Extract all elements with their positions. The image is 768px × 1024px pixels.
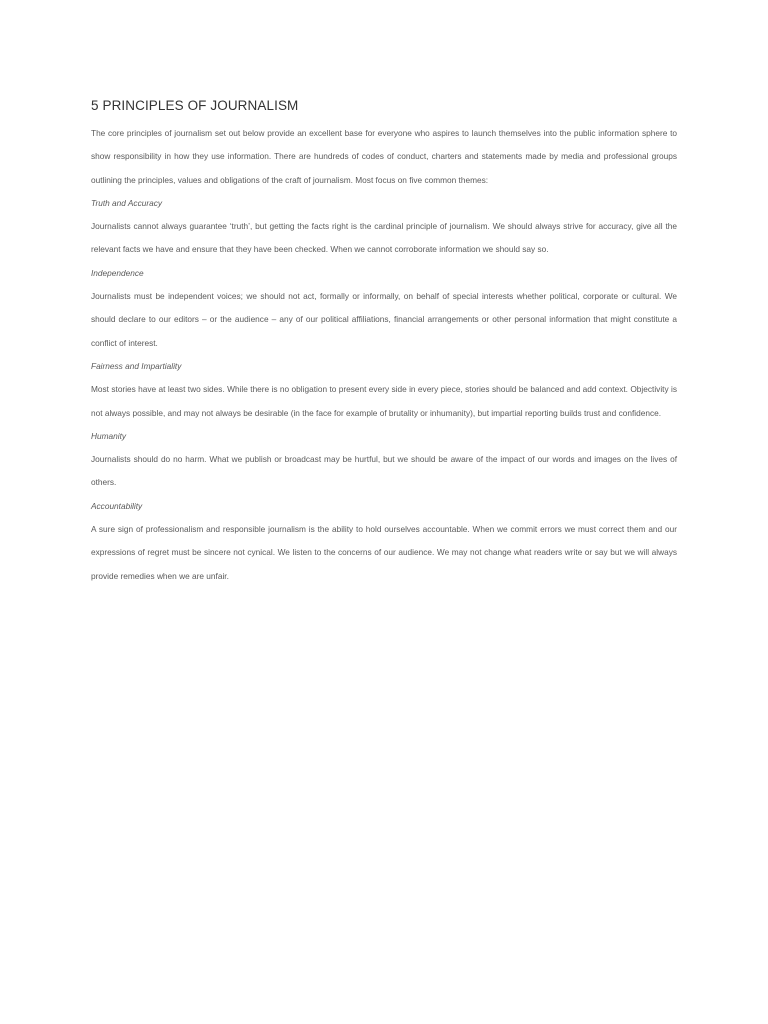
section-body: Journalists must be independent voices; we should not act, formally or informally, on behalf of special interests whether political, corporate or cultural. We should declare to our editors – or the audience – any of our political affiliations, financial arrangements or other personal information that might constitute a conflict of interest.: [91, 291, 677, 348]
section-heading: Fairness and Impartiality: [91, 360, 182, 371]
section-heading: Independence: [91, 267, 144, 278]
section-heading: Truth and Accuracy: [91, 197, 163, 208]
section-body: A sure sign of professionalism and responsible journalism is the ability to hold ourselves accountable. When we commit errors we must correct them and our expressions of regret must be sincere not cynical. We listen to the concerns of our audience. We may not change what readers write or say but we will always provide remedies when we are unfair.: [91, 524, 677, 581]
section-truth-and-accuracy: [91, 192, 677, 262]
section-accountability: [91, 495, 677, 588]
section-body: Journalists cannot always guarantee ‘truth’, but getting the facts right is the cardinal principle of journalism. We should always strive for accuracy, give all the relevant facts we have and ensure that they have been checked. When we cannot corroborate information we should say so.: [91, 221, 677, 255]
section-heading: Accountability: [91, 500, 143, 511]
document-page: [91, 96, 677, 588]
section-body: Journalists should do no harm. What we publish or broadcast may be hurtful, but we should be aware of the impact of our words and images on the lives of others.: [91, 454, 677, 488]
section-body: Most stories have at least two sides. While there is no obligation to present every side in every piece, stories should be balanced and add context. Objectivity is not always possible, and may not always be desirable (in the face for example of brutality or inhumanity), but impartial reporting builds trust and confidence.: [91, 384, 677, 418]
section-fairness-and-impartiality: [91, 355, 677, 425]
section-heading: Humanity: [91, 430, 127, 441]
section-independence: [91, 262, 677, 355]
document-title: 5 PRINCIPLES OF JOURNALISM: [91, 98, 299, 113]
intro-paragraph: The core principles of journalism set out below provide an excellent base for everyone who aspires to launch themselves into the public information sphere to show responsibility in how they use information. There are hundreds of codes of conduct, charters and statements made by media and professional groups outlining the principles, values and obligations of the craft of journalism. Most focus on five common themes:: [91, 128, 677, 185]
section-humanity: [91, 425, 677, 495]
